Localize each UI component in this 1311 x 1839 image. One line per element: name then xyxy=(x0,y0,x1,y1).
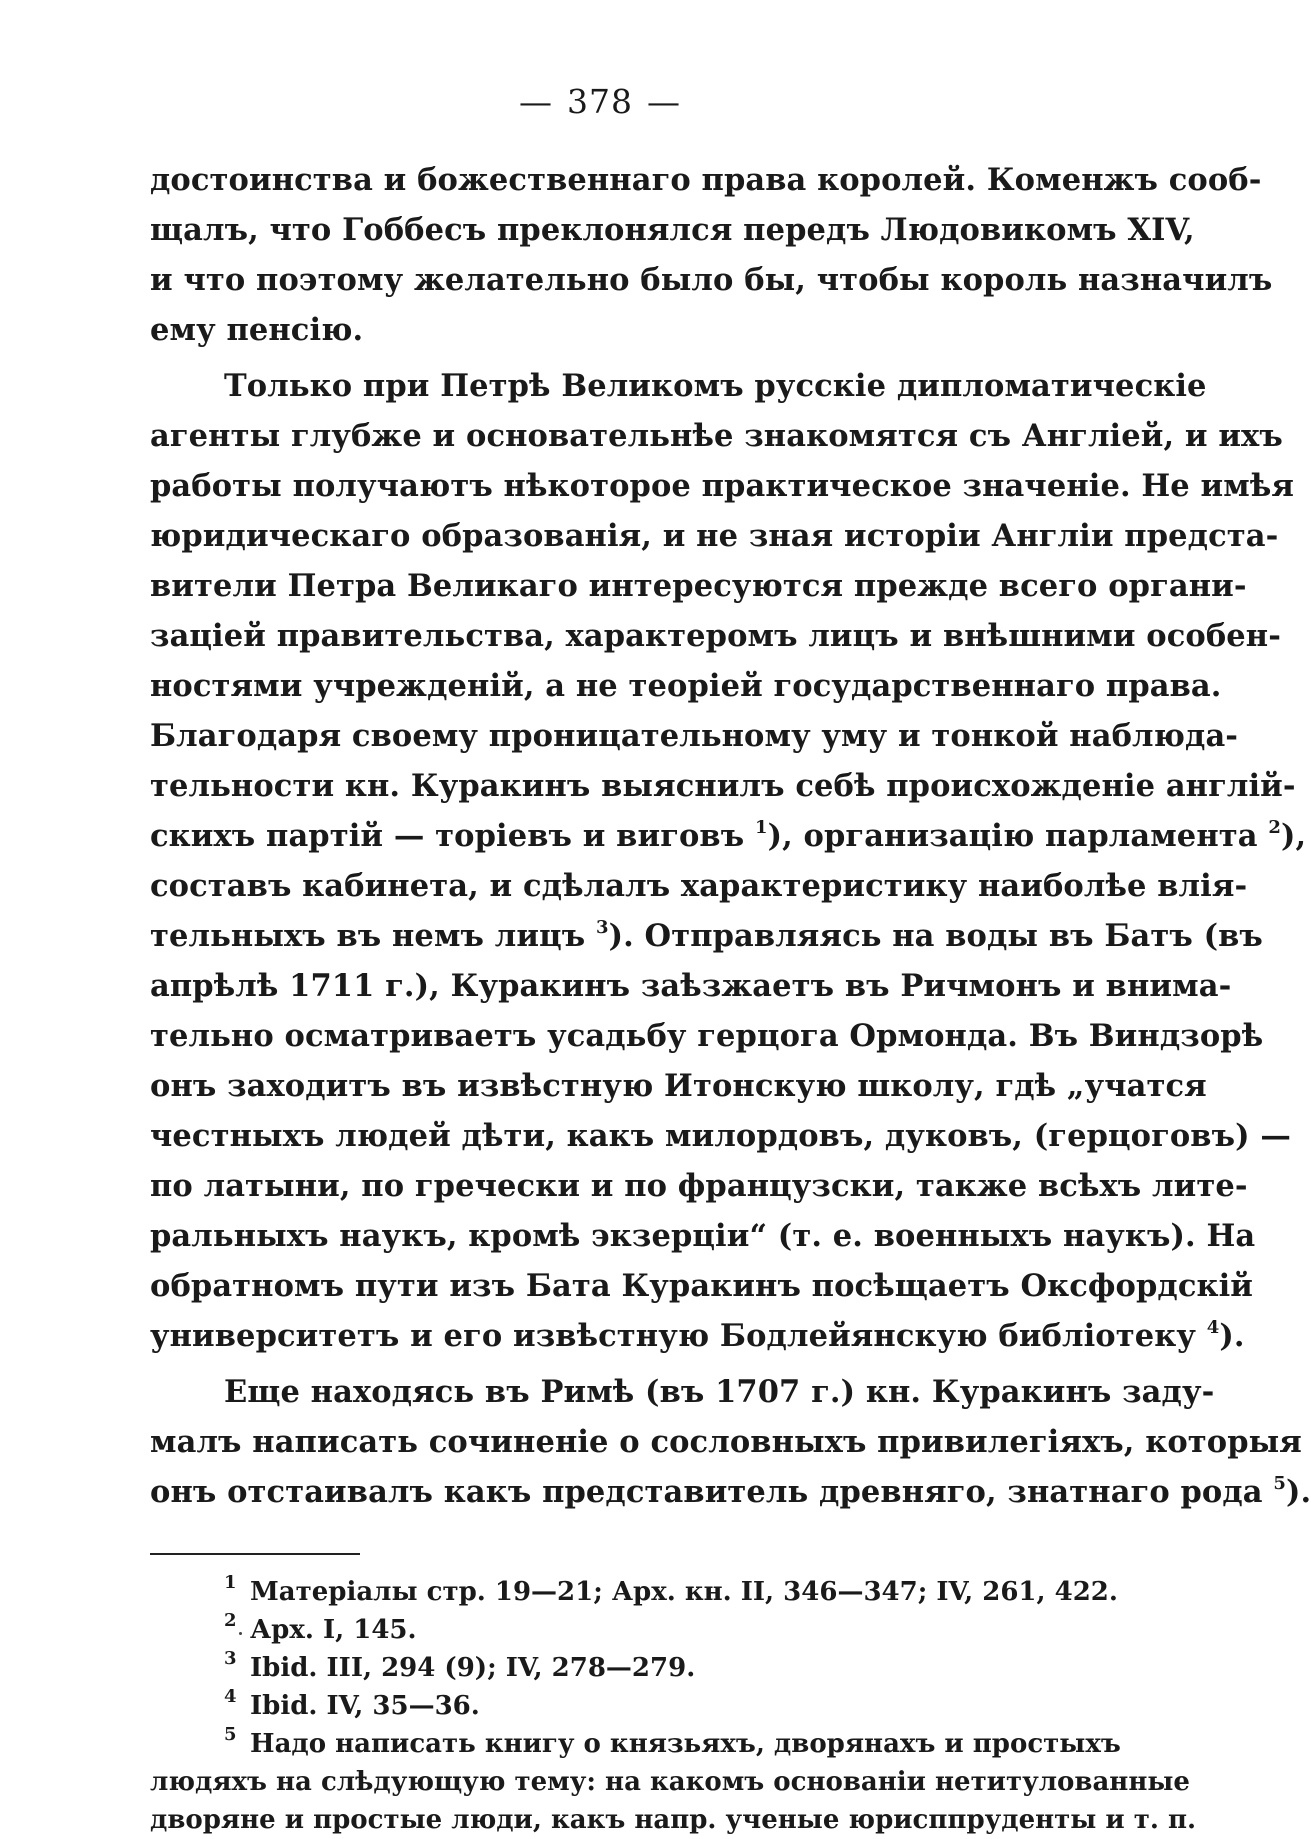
text-line: щалъ, что Гоббесъ преклонялся передъ Людовикомъ XIV, xyxy=(150,212,1195,248)
text-line: составъ кабинета, и сдѣлалъ характеристику наиболѣе влія- xyxy=(150,868,1248,904)
footnote-ref[interactable]: 2 xyxy=(1268,816,1281,838)
page-number-dash-left: — xyxy=(519,82,553,121)
footnote-text: Арх. I, 145. xyxy=(250,1615,417,1645)
footnote-text: Матеріалы стр. 19—21; Арх. кн. II, 346—347; IV, 261, 422. xyxy=(250,1577,1118,1607)
text-line: вители Петра Великаго интересуются прежде всего органи- xyxy=(150,568,1247,604)
text-line xyxy=(150,1467,1311,1517)
text-line: юридическаго образованія, и не зная исторіи Англіи предста- xyxy=(150,518,1279,554)
footnote-5-cont: людяхъ на слѣдующую тему: на какомъ основаніи нетитулованные xyxy=(150,1767,1190,1797)
text-line: ностями учрежденій, а не теоріей государственнаго права. xyxy=(150,668,1222,704)
book-page xyxy=(150,82,1311,1839)
text-line xyxy=(150,811,1307,861)
footnote-text: Ibid. IV, 35—36. xyxy=(250,1691,480,1721)
text-line: и что поэтому желательно было бы, чтобы король назначилъ xyxy=(150,262,1273,298)
text-line: Благодаря своему проницательному уму и тонкой наблюда- xyxy=(150,718,1239,754)
text-fragment: скихъ партій — торіевъ и виговъ xyxy=(150,818,745,854)
text-line: ему пенсію. xyxy=(150,312,364,348)
footnote-ref[interactable]: 1 xyxy=(754,816,768,838)
text-line: честныхъ людей дѣти, какъ милордовъ, дуковъ, (герцоговъ) — xyxy=(150,1118,1291,1154)
page-number xyxy=(130,82,1070,121)
text-fragment: тельныхъ въ немъ лицъ xyxy=(150,918,586,954)
text-line xyxy=(150,911,1263,961)
text-line: агенты глубже и основательнѣе знакомятся съ Англіей, и ихъ xyxy=(150,418,1283,454)
page-number-dash-right: — xyxy=(647,82,681,121)
footnotes xyxy=(150,1572,1197,1839)
text-line: Только при Петрѣ Великомъ русскіе дипломатическіе xyxy=(224,368,1207,404)
text-line: достоинства и божественнаго права королей. Коменжъ сооб- xyxy=(150,162,1262,198)
text-line: малъ написать сочиненіе о сословныхъ привилегіяхъ, которыя xyxy=(150,1424,1302,1460)
footnote-1: $^1$ Матеріалы стр. 19—21; Арх. кн. II, 346—347; IV, 261, 422. xyxy=(224,1572,1118,1607)
text-line: тельности кн. Куракинъ выяснилъ себѣ происхожденіе англій- xyxy=(150,768,1296,804)
footnote-4: $^4$ Ibid. IV, 35—36. xyxy=(224,1686,480,1721)
text-line: апрѣлѣ 1711 г.), Куракинъ заѣзжаетъ въ Ричмонъ и внима- xyxy=(150,968,1232,1004)
paragraph-2 xyxy=(150,361,1307,1361)
paragraph-1 xyxy=(150,155,1273,355)
text-fragment: ). xyxy=(1286,1474,1311,1510)
page-number-value: 378 xyxy=(567,82,633,121)
footnote-text: Надо написать книгу о князьяхъ, дворянахъ и простыхъ xyxy=(250,1729,1121,1759)
text-line: работы получаютъ нѣкоторое практическое значеніе. Не имѣя xyxy=(150,468,1295,504)
footnote-5-cont: дворяне и простые люди, какъ напр. ученые юрисппруденты и т. п. xyxy=(150,1805,1197,1835)
text-line: заціей правительства, характеромъ лицъ и внѣшними особен- xyxy=(150,618,1281,654)
footnote-2: $^2$ Арх. I, 145. xyxy=(224,1610,417,1645)
print-speck xyxy=(239,1632,242,1635)
footnote-5: $^5$ Надо написать книгу о князьяхъ, дворянахъ и простыхъ xyxy=(224,1724,1121,1759)
text-line xyxy=(150,1311,1245,1361)
footnote-3: $^3$ Ibid. III, 294 (9); IV, 278—279. xyxy=(224,1648,696,1683)
footnote-ref[interactable]: 5 xyxy=(1273,1472,1287,1494)
text-fragment: университетъ и его извѣстную Бодлейянскую библіотеку xyxy=(150,1318,1196,1354)
text-line: тельно осматриваетъ усадьбу герцога Ормонда. Въ Виндзорѣ xyxy=(150,1018,1264,1054)
footnote-divider xyxy=(150,1553,360,1555)
text-line: Еще находясь въ Римѣ (въ 1707 г.) кн. Куракинъ заду- xyxy=(224,1374,1215,1410)
text-line: по латыни, по гречески и по французски, также всѣхъ лите- xyxy=(150,1168,1248,1204)
footnote-text: Ibid. III, 294 (9); IV, 278—279. xyxy=(250,1653,696,1683)
text-line: ральныхъ наукъ, кромѣ экзерціи“ (т. е. военныхъ наукъ). На xyxy=(150,1218,1256,1254)
footnote-ref[interactable]: 3 xyxy=(595,916,609,938)
text-fragment: ). Отправляясь на воды въ Батъ (въ xyxy=(608,918,1263,954)
footnote-ref[interactable]: 4 xyxy=(1206,1316,1220,1338)
text-fragment: онъ отстаивалъ какъ представитель древняго, знатнаго рода xyxy=(150,1474,1263,1510)
text-fragment: ), организацію парламента xyxy=(767,818,1258,854)
text-line: онъ заходитъ въ извѣстную Итонскую школу, гдѣ „учатся xyxy=(150,1068,1207,1104)
text-fragment: ), xyxy=(1280,818,1307,854)
text-line: обратномъ пути изъ Бата Куракинъ посѣщаетъ Оксфордскій xyxy=(150,1268,1254,1304)
paragraph-3 xyxy=(150,1367,1311,1517)
text-fragment: ). xyxy=(1219,1318,1245,1354)
